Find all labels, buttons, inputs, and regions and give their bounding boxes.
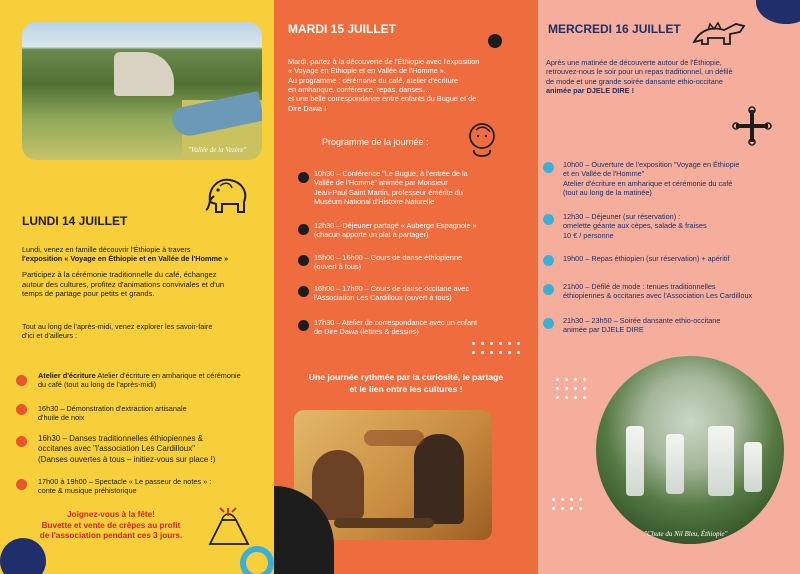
intro-tuesday: Mardi, partez à la découverte de l'Éthiopie avec l'exposition « Voyage en Éthiopie et en Vallée de l'Homme ». Au programme : cérémonie du café, atelier d'écriture en amharique, conférence, repas, danses… et une belle correspondance entre enfants du Bugue et de Dire Dawa ! (288, 57, 480, 113)
event-monday-2: 16h30 – Démonstration d'extraction artisanale d'huile de noix (38, 404, 187, 423)
volcano-icon (206, 506, 252, 546)
event-tuesday-4: 16h00 – 17h00 – Cours de danse occitane avec l'Association Les Cardilloux (ouvert à tous) (314, 284, 469, 303)
event-bullet (16, 436, 27, 447)
event-bullet (16, 479, 27, 490)
intro-wednesday: Après une matinée de découverte autour de l'Éthiopie, retrouvez-nous le soir pour un repas traditionnel, un défilé de mode et une grande soirée dansante ethio-occitane animée par DJELE DIRE ! (546, 58, 733, 95)
intro-monday: Lundi, venez en famille découvrir l'Éthiopie à travers l'exposition « Voyage en Éthiopie et en Vallée de l'Homme » (22, 245, 229, 264)
ethiopian-woman-icon (464, 120, 500, 162)
photo-caption: "Vallée de la Vezère" (188, 146, 247, 154)
mammoth-icon (204, 174, 252, 216)
event-bullet (543, 255, 554, 266)
event-wednesday-1: 10h00 – Ouverture de l'exposition "Voyage en Éthiopie et en Vallée de l'Homme" Atelier d'écriture en amharique et cérémonie du café (tout au long de la matinée) (563, 160, 740, 198)
decor-dots (472, 342, 520, 354)
event-tuesday-3: 15h00 – 16h00 – Cours de danse éthiopienne (ouvert à tous) (314, 253, 463, 272)
event-monday-1: Atelier d'écriture Atelier d'écriture en amharique et cérémonie du café (tout au long de l'après-midi) (38, 371, 241, 390)
event-bullet (298, 255, 309, 266)
program-title: Programme de la journée : (322, 137, 429, 147)
event-wednesday-5: 21h30 – 23h50 – Soirée dansante ethio-occitane animée par DJELE DIRE (563, 316, 721, 335)
decor-dots (552, 498, 582, 510)
event-bullet (298, 224, 309, 235)
day-title-wednesday: MERCREDI 16 JUILLET (548, 22, 681, 36)
event-monday-4: 17h00 à 19h00 – Spectacle « Le passeur de notes » : conte & musique préhistorique (38, 477, 212, 496)
join-festival-text: Joignez-vous à la fête! Buvette et vente de crêpes au profit de l'association pendant ces 3 jours. (39, 510, 183, 541)
decor-circle (240, 546, 274, 574)
event-bullet (298, 172, 309, 183)
occitan-cross-icon (732, 106, 772, 146)
vezere-valley-photo (22, 22, 262, 160)
event-bullet (543, 162, 554, 173)
event-tuesday-5: 17h30 – Atelier de correspondance avec un enfant de Dire Dawa (lettres & dessins) (314, 318, 478, 337)
event-wednesday-4: 21h00 – Défilé de mode : tenues traditionnelles éthiopiennes & occitanes avec l'Association Les Cardilloux (563, 282, 753, 301)
day-title-monday: LUNDI 14 JUILLET (22, 214, 128, 228)
photo-caption: "Chute du Nil Bleu, Éthiopie" (644, 530, 728, 538)
tagline: Une journée rythmée par la curiosité, le partage et le lien entre les cultures ! (308, 372, 504, 394)
event-wednesday-3: 19h00 – Repas éthiopien (sur réservation) + apéritif (563, 254, 730, 263)
event-bullet (543, 214, 554, 225)
event-monday-3: 16h30 – Danses traditionnelles éthiopiennes & occitanes avec "l'association Les Cardilloux" (Danses ouvertes à tous – initiez-vous sur place !) (38, 434, 216, 464)
event-tuesday-2: 12h30 – Déjeuner partagé « Auberge Espagnole » (chacun apporte un plat à partager) (314, 221, 477, 240)
event-bullet (16, 404, 27, 415)
dinosaur-icon (690, 16, 750, 50)
decor-dot (488, 34, 502, 48)
event-bullet (543, 284, 554, 295)
event-bullet (16, 375, 27, 386)
event-wednesday-2: 12h30 – Déjeuner (sur réservation) : omelette géante aux cèpes, salade & fraises 10 € / personne (563, 212, 707, 240)
event-bullet (298, 286, 309, 297)
intro-monday-2: Participez à la cérémonie traditionnelle du café, échangez autour des cultures, profitez d'animations conviviales et d'un temps de partage pour petits et grands. (22, 270, 225, 299)
decor-dots (556, 378, 586, 399)
event-bullet (298, 320, 309, 331)
event-bullet (543, 318, 554, 329)
event-tuesday-1: 10h30 – Conférence "Le Bugue, à l'entrée de la Vallée de l'Homme" animée par Monsieur Jean-Paul Saint Martin, professeur émérite du Muséum National d'Histoire Naturelle (314, 169, 468, 207)
day-title-tuesday: MARDI 15 JUILLET (288, 22, 397, 36)
blue-nile-falls-photo (596, 356, 784, 544)
intro-monday-3: Tout au long de l'après-midi, venez explorer les savoir-faire d'ici et d'ailleurs : (22, 322, 213, 341)
